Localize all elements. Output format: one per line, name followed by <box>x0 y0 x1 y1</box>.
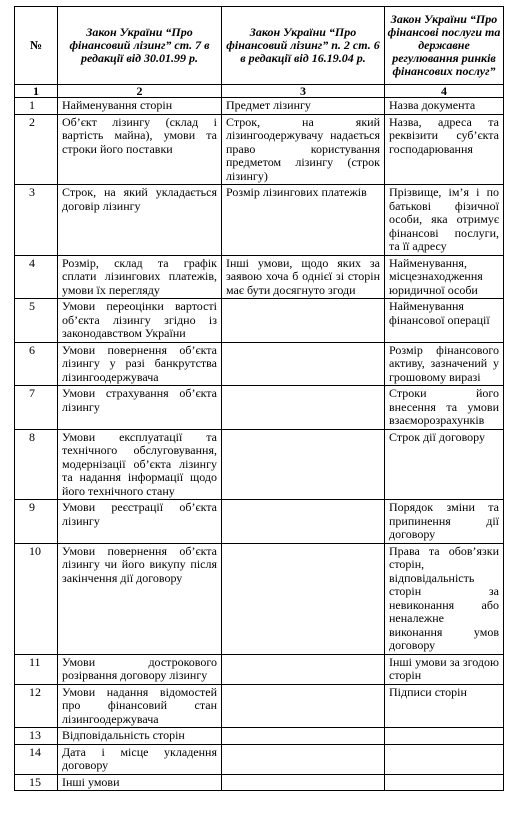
cell-law-2004: Предмет лізингу <box>222 98 385 115</box>
header-law-2004: Закон України “Про фінансовий лізинг” п. 2 ст. 6 в редакції від 16.19.04 р. <box>222 7 385 85</box>
cell-law-2004 <box>222 684 385 728</box>
cell-law-financial-services <box>385 774 504 791</box>
cell-law-2004 <box>222 429 385 500</box>
cell-law-1999: Розмір, склад та графік сплати лізингових платежів, умови їх перегляду <box>58 255 222 299</box>
cell-law-1999: Відповідальність сторін <box>58 728 222 745</box>
table-row <box>15 255 504 299</box>
cell-law-financial-services <box>385 744 504 774</box>
cell-law-2004 <box>222 654 385 684</box>
table-row <box>15 299 504 343</box>
table-row <box>15 98 504 115</box>
cell-law-financial-services: Назва документа <box>385 98 504 115</box>
cell-law-financial-services: Найменування, місцезнаходження юридичної особи <box>385 255 504 299</box>
cell-law-2004 <box>222 386 385 430</box>
row-number: 2 <box>15 114 58 185</box>
cell-law-financial-services: Права та обов’язки сторін, відповідальність сторін за невиконання або неналежне виконання умов договору <box>385 543 504 654</box>
cell-law-1999: Умови дострокового розірвання договору лізингу <box>58 654 222 684</box>
table-row <box>15 728 504 745</box>
cell-law-1999: Найменування сторін <box>58 98 222 115</box>
cell-law-2004 <box>222 342 385 386</box>
column-number: 1 <box>15 85 58 98</box>
row-number: 9 <box>15 500 58 544</box>
cell-law-2004 <box>222 500 385 544</box>
table-row <box>15 500 504 544</box>
cell-law-2004: Інші умови, щодо яких за заявою хоча б однієї зі сторін має бути досягнуто згоди <box>222 255 385 299</box>
column-number: 3 <box>222 85 385 98</box>
cell-law-1999: Строк, на який укладається договір лізингу <box>58 185 222 256</box>
column-number: 4 <box>385 85 504 98</box>
cell-law-financial-services: Найменування фінансової операції <box>385 299 504 343</box>
row-number: 8 <box>15 429 58 500</box>
row-number: 5 <box>15 299 58 343</box>
table-row <box>15 429 504 500</box>
cell-law-1999: Об’єкт лізингу (склад і вартість майна), умови та строки його поставки <box>58 114 222 185</box>
table-row <box>15 114 504 185</box>
cell-law-1999: Умови страхування об’єкта лізингу <box>58 386 222 430</box>
cell-law-1999: Інші умови <box>58 774 222 791</box>
header-row <box>15 7 504 85</box>
row-number: 6 <box>15 342 58 386</box>
table-row <box>15 654 504 684</box>
table-row <box>15 342 504 386</box>
cell-law-financial-services: Інші умови за згодою сторін <box>385 654 504 684</box>
header-law-1999: Закон України “Про фінансовий лізинг” ст. 7 в редакції від 30.01.99 р. <box>58 7 222 85</box>
cell-law-2004 <box>222 744 385 774</box>
cell-law-financial-services: Підписи сторін <box>385 684 504 728</box>
comparison-table <box>14 6 504 791</box>
header-number: № <box>15 7 58 85</box>
column-number-row <box>15 85 504 98</box>
cell-law-financial-services: Назва, адреса та реквізити суб’єкта господарювання <box>385 114 504 185</box>
cell-law-1999: Умови реєстрації об’єкта лізингу <box>58 500 222 544</box>
cell-law-2004 <box>222 543 385 654</box>
row-number: 7 <box>15 386 58 430</box>
cell-law-1999: Дата і місце укладення договору <box>58 744 222 774</box>
table-row <box>15 774 504 791</box>
row-number: 3 <box>15 185 58 256</box>
table-row <box>15 684 504 728</box>
table-row <box>15 543 504 654</box>
cell-law-1999: Умови повернення об’єкта лізингу чи його викупу після закінчення дії договору <box>58 543 222 654</box>
cell-law-1999: Умови експлуатації та технічного обслуговування, модернізації об’єкта лізингу та надання інформації щодо його технічного стану <box>58 429 222 500</box>
table-row <box>15 386 504 430</box>
cell-law-2004: Строк, на який лізингоодержувачу надається право користування предметом лізингу (строк лізингу) <box>222 114 385 185</box>
row-number: 11 <box>15 654 58 684</box>
table-row <box>15 185 504 256</box>
row-number: 1 <box>15 98 58 115</box>
cell-law-2004 <box>222 728 385 745</box>
row-number: 12 <box>15 684 58 728</box>
row-number: 14 <box>15 744 58 774</box>
cell-law-financial-services <box>385 728 504 745</box>
row-number: 15 <box>15 774 58 791</box>
table-row <box>15 744 504 774</box>
cell-law-financial-services: Прізвище, ім’я і по батькові фізичної особи, яка отримує фінансові послуги, та її адресу <box>385 185 504 256</box>
cell-law-1999: Умови повернення об’єкта лізингу у разі банкрутства лізингоодержувача <box>58 342 222 386</box>
cell-law-financial-services: Розмір фінансового активу, зазначений у грошовому виразі <box>385 342 504 386</box>
header-law-financial-services: Закон України “Про фінансові послуги та державне регулювання ринків фінансових послуг” <box>385 7 504 85</box>
cell-law-financial-services: Порядок зміни та припинення дії договору <box>385 500 504 544</box>
cell-law-2004 <box>222 299 385 343</box>
cell-law-financial-services: Строки його внесення та умови взаєморозрахунків <box>385 386 504 430</box>
cell-law-1999: Умови переоцінки вартості об’єкта лізингу згідно із законодавством України <box>58 299 222 343</box>
cell-law-1999: Умови надання відомостей про фінансовий стан лізингоодержувача <box>58 684 222 728</box>
cell-law-financial-services: Строк дії договору <box>385 429 504 500</box>
cell-law-2004: Розмір лізингових платежів <box>222 185 385 256</box>
row-number: 10 <box>15 543 58 654</box>
row-number: 4 <box>15 255 58 299</box>
row-number: 13 <box>15 728 58 745</box>
column-number: 2 <box>58 85 222 98</box>
cell-law-2004 <box>222 774 385 791</box>
